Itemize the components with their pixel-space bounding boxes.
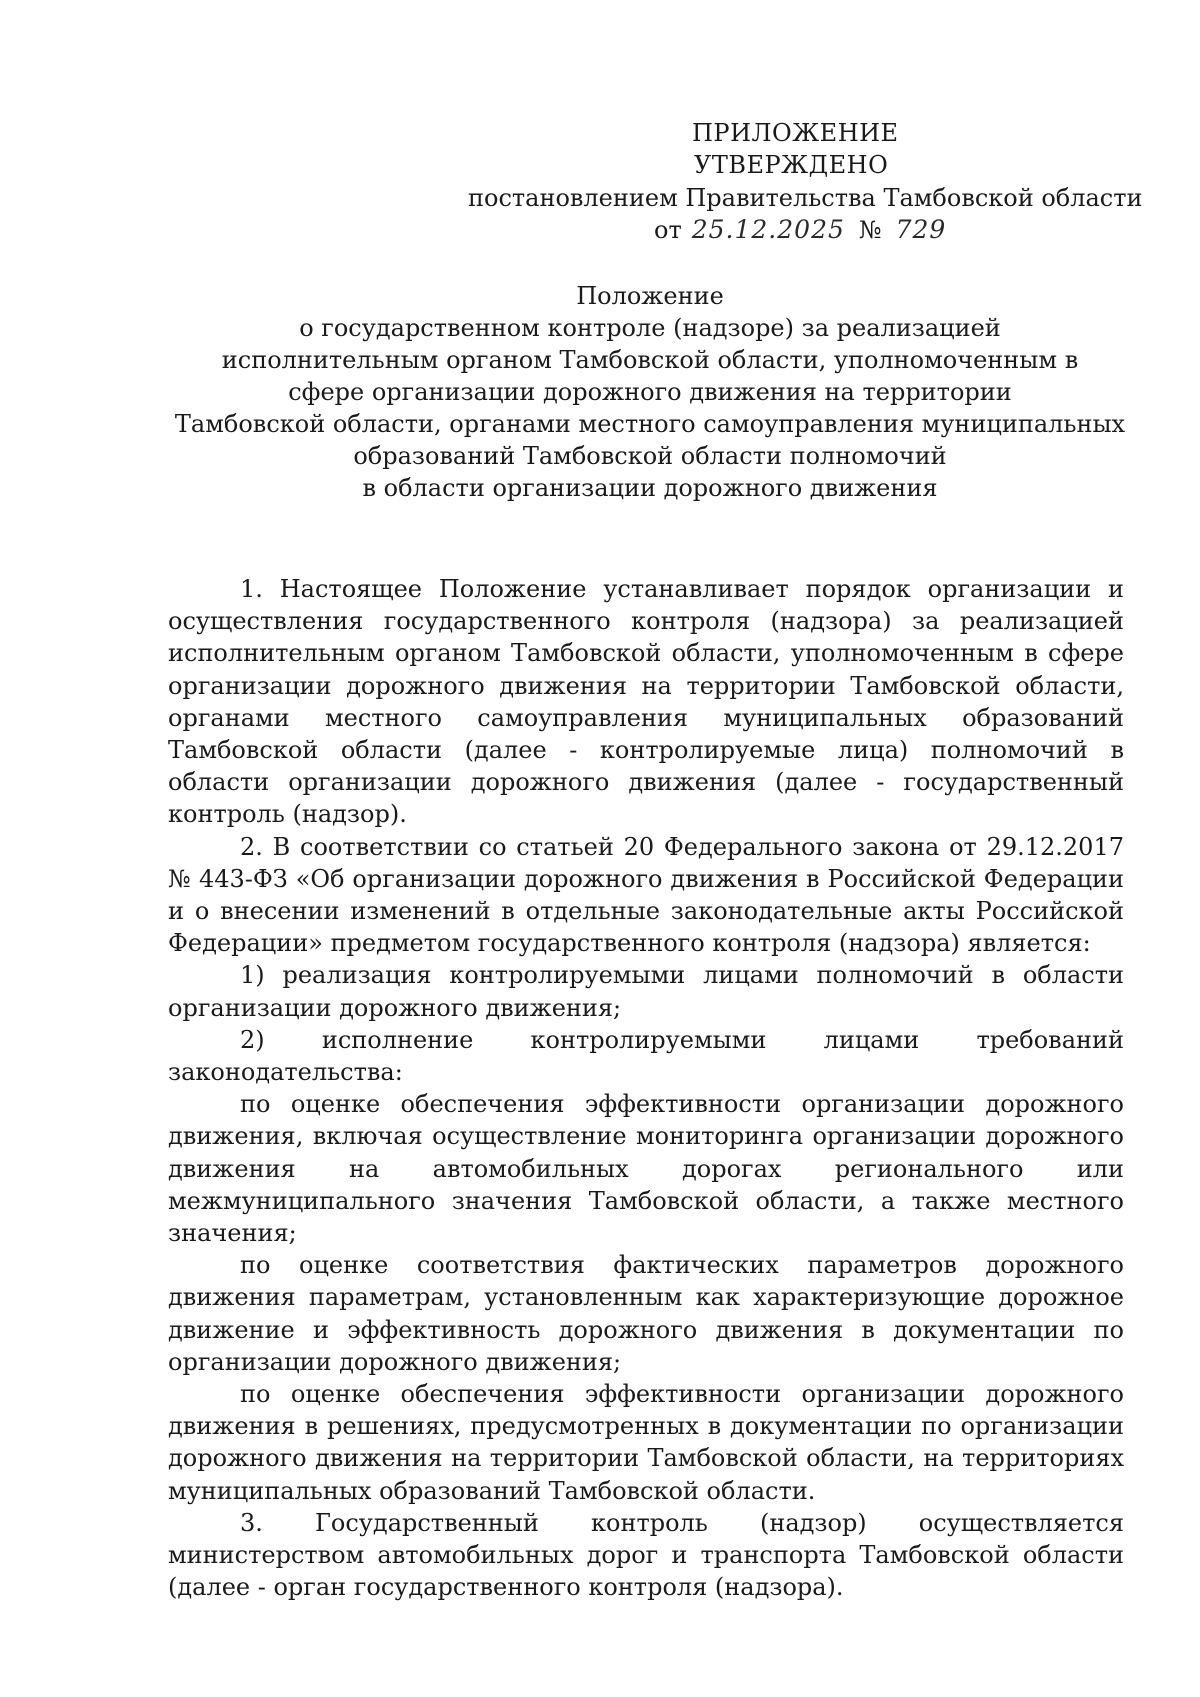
document-body	[168, 573, 1124, 1604]
paragraph-1: 1. Настоящее Положение устанавливает порядок организации и осуществления государственного контроля (надзора) за реализацией исполнительным органом Тамбовской области, уполномоченным в сфере организации дорожного движения на территории Тамбовской области, органами местного самоуправления муниципальных образований Тамбовской области (далее - контролируемые лица) полномочий в области организации дорожного движения (далее - государственный контроль (надзор).	[168, 575, 1124, 829]
resolution-label: постановлением Правительства Тамбовской области	[468, 184, 1143, 212]
title-line: сфере организации дорожного движения на территории	[288, 378, 1012, 406]
paragraph-2-item-2: 2) исполнение контролируемыми лицами требований законодательства:	[168, 1025, 1124, 1087]
handwritten-number: 729	[895, 215, 947, 244]
number-label: №	[858, 216, 882, 244]
approved-label: УТВЕРЖДЕНО	[694, 151, 889, 179]
from-label: от	[654, 216, 682, 244]
document-title	[160, 280, 1140, 504]
paragraph-2: 2. В соответствии со статьей 20 Федерального закона от 29.12.2017 № 443-ФЗ «Об организации дорожного движения в Российской Федерации и о внесении изменений в отдельные законодательные акты Российской Федерации» предметом государственного контроля (надзора) является:	[168, 832, 1124, 958]
title-line: образований Тамбовской области полномочий	[353, 442, 947, 470]
handwritten-date: 25.12.2025	[691, 215, 845, 244]
title-line: о государственном контроле (надзоре) за реализацией	[299, 314, 1001, 342]
title-line: Тамбовской области, органами местного самоуправления муниципальных	[174, 410, 1126, 438]
appendix-label: ПРИЛОЖЕНИЕ	[692, 119, 899, 147]
paragraph-3: 3. Государственный контроль (надзор) осуществляется министерством автомобильных дорог и транспорта Тамбовской области (далее - орган государственного контроля (надзора).	[168, 1508, 1124, 1602]
paragraph-2-item-2-sub-2: по оценке соответствия фактических параметров дорожного движения параметрам, установленным как характеризующие дорожное движение и эффективность дорожного движения в документации по организации дорожного движения;	[168, 1251, 1124, 1376]
approval-block	[0, 0, 1200, 260]
paragraph-2-item-2-sub-1: по оценке обеспечения эффективности организации дорожного движения, включая осуществление мониторинга организации дорожного движения на автомобильных дорогах регионального или межмуниципального значения Тамбовской области, а также местного значения;	[168, 1090, 1124, 1248]
paragraph-2-item-1: 1) реализация контролируемыми лицами полномочий в области организации дорожного движения;	[168, 961, 1124, 1022]
title-line: исполнительным органом Тамбовской области, уполномоченным в	[221, 346, 1079, 374]
date-number-line	[654, 215, 946, 245]
title-line: в области организации дорожного движения	[362, 474, 938, 502]
paragraph-2-item-2-sub-3: по оценке обеспечения эффективности организации дорожного движения в решениях, предусмотренных в документации по организации дорожного движения на территории Тамбовской области, на территориях муниципальных образований Тамбовской области.	[168, 1380, 1124, 1505]
title-heading: Положение	[576, 282, 724, 310]
